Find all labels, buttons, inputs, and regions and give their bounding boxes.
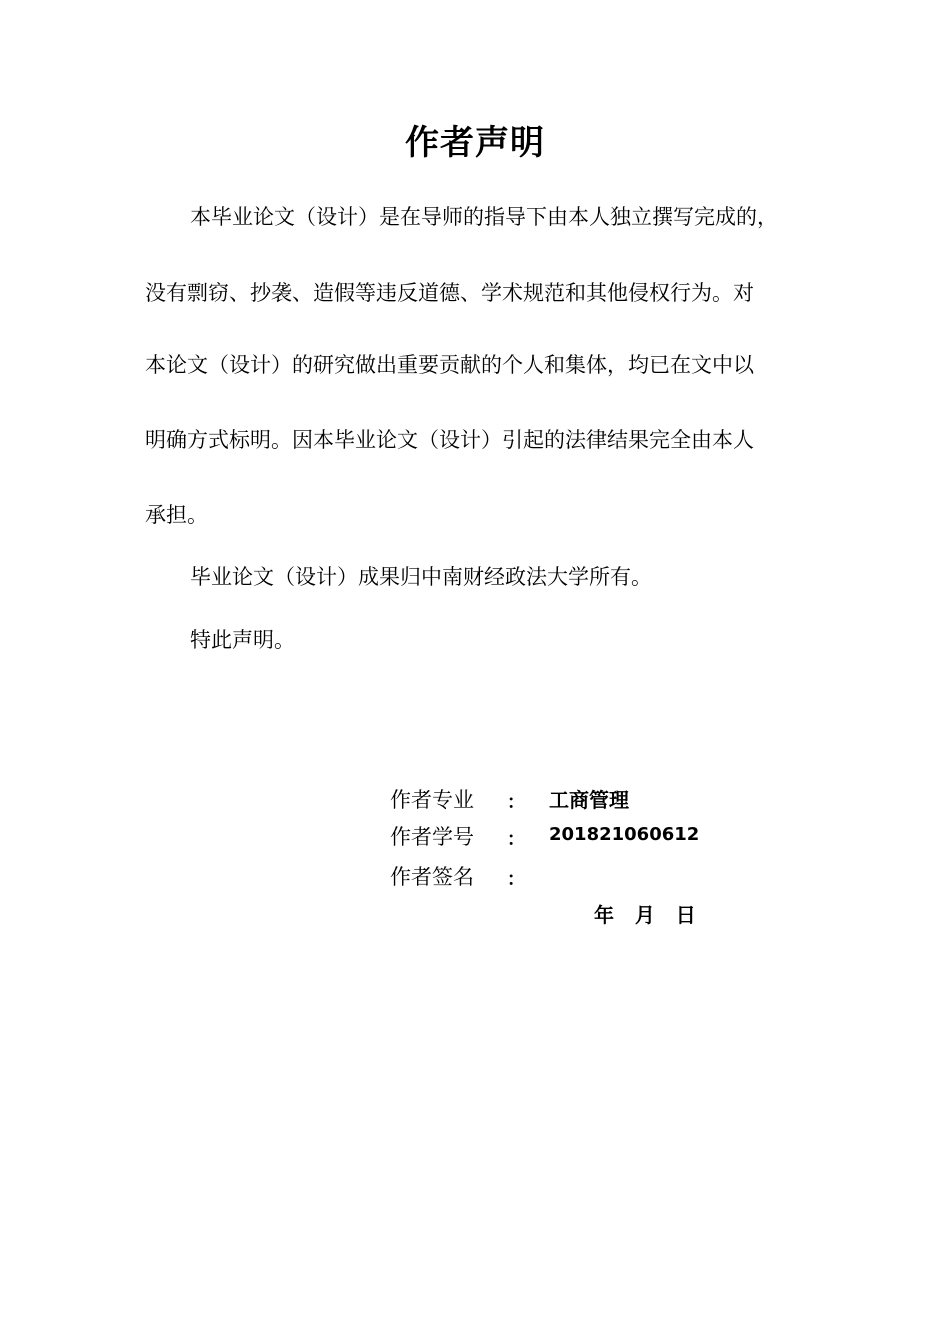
page-title: 作者声明 [405, 123, 545, 163]
signature-label: 作者签名 [390, 865, 474, 889]
paragraph-line-3: 本论文（设计）的研究做出重要贡献的个人和集体，均已在文中以 [145, 353, 754, 377]
signature-colon: ： [507, 869, 525, 890]
major-label: 作者专业 [390, 788, 474, 812]
date-line: 年 月 日 [594, 903, 696, 927]
major-colon: ： [507, 792, 525, 813]
ownership-statement: 毕业论文（设计）成果归中南财经政法大学所有。 [190, 565, 652, 589]
student-id-colon: ： [507, 829, 525, 850]
closing-statement: 特此声明。 [190, 628, 295, 652]
paragraph-line-1: 本毕业论文（设计）是在导师的指导下由本人独立撰写完成的， [190, 205, 778, 229]
student-id-label: 作者学号 [390, 825, 474, 849]
paragraph-line-2: 没有剽窃、抄袭、造假等违反道德、学术规范和其他侵权行为。对 [145, 281, 754, 305]
major-value: 工商管理 [549, 788, 629, 812]
student-id-value: 201821060612 [549, 824, 700, 845]
paragraph-line-5: 承担。 [145, 503, 208, 527]
paragraph-line-4: 明确方式标明。因本毕业论文（设计）引起的法律结果完全由本人 [145, 428, 754, 452]
